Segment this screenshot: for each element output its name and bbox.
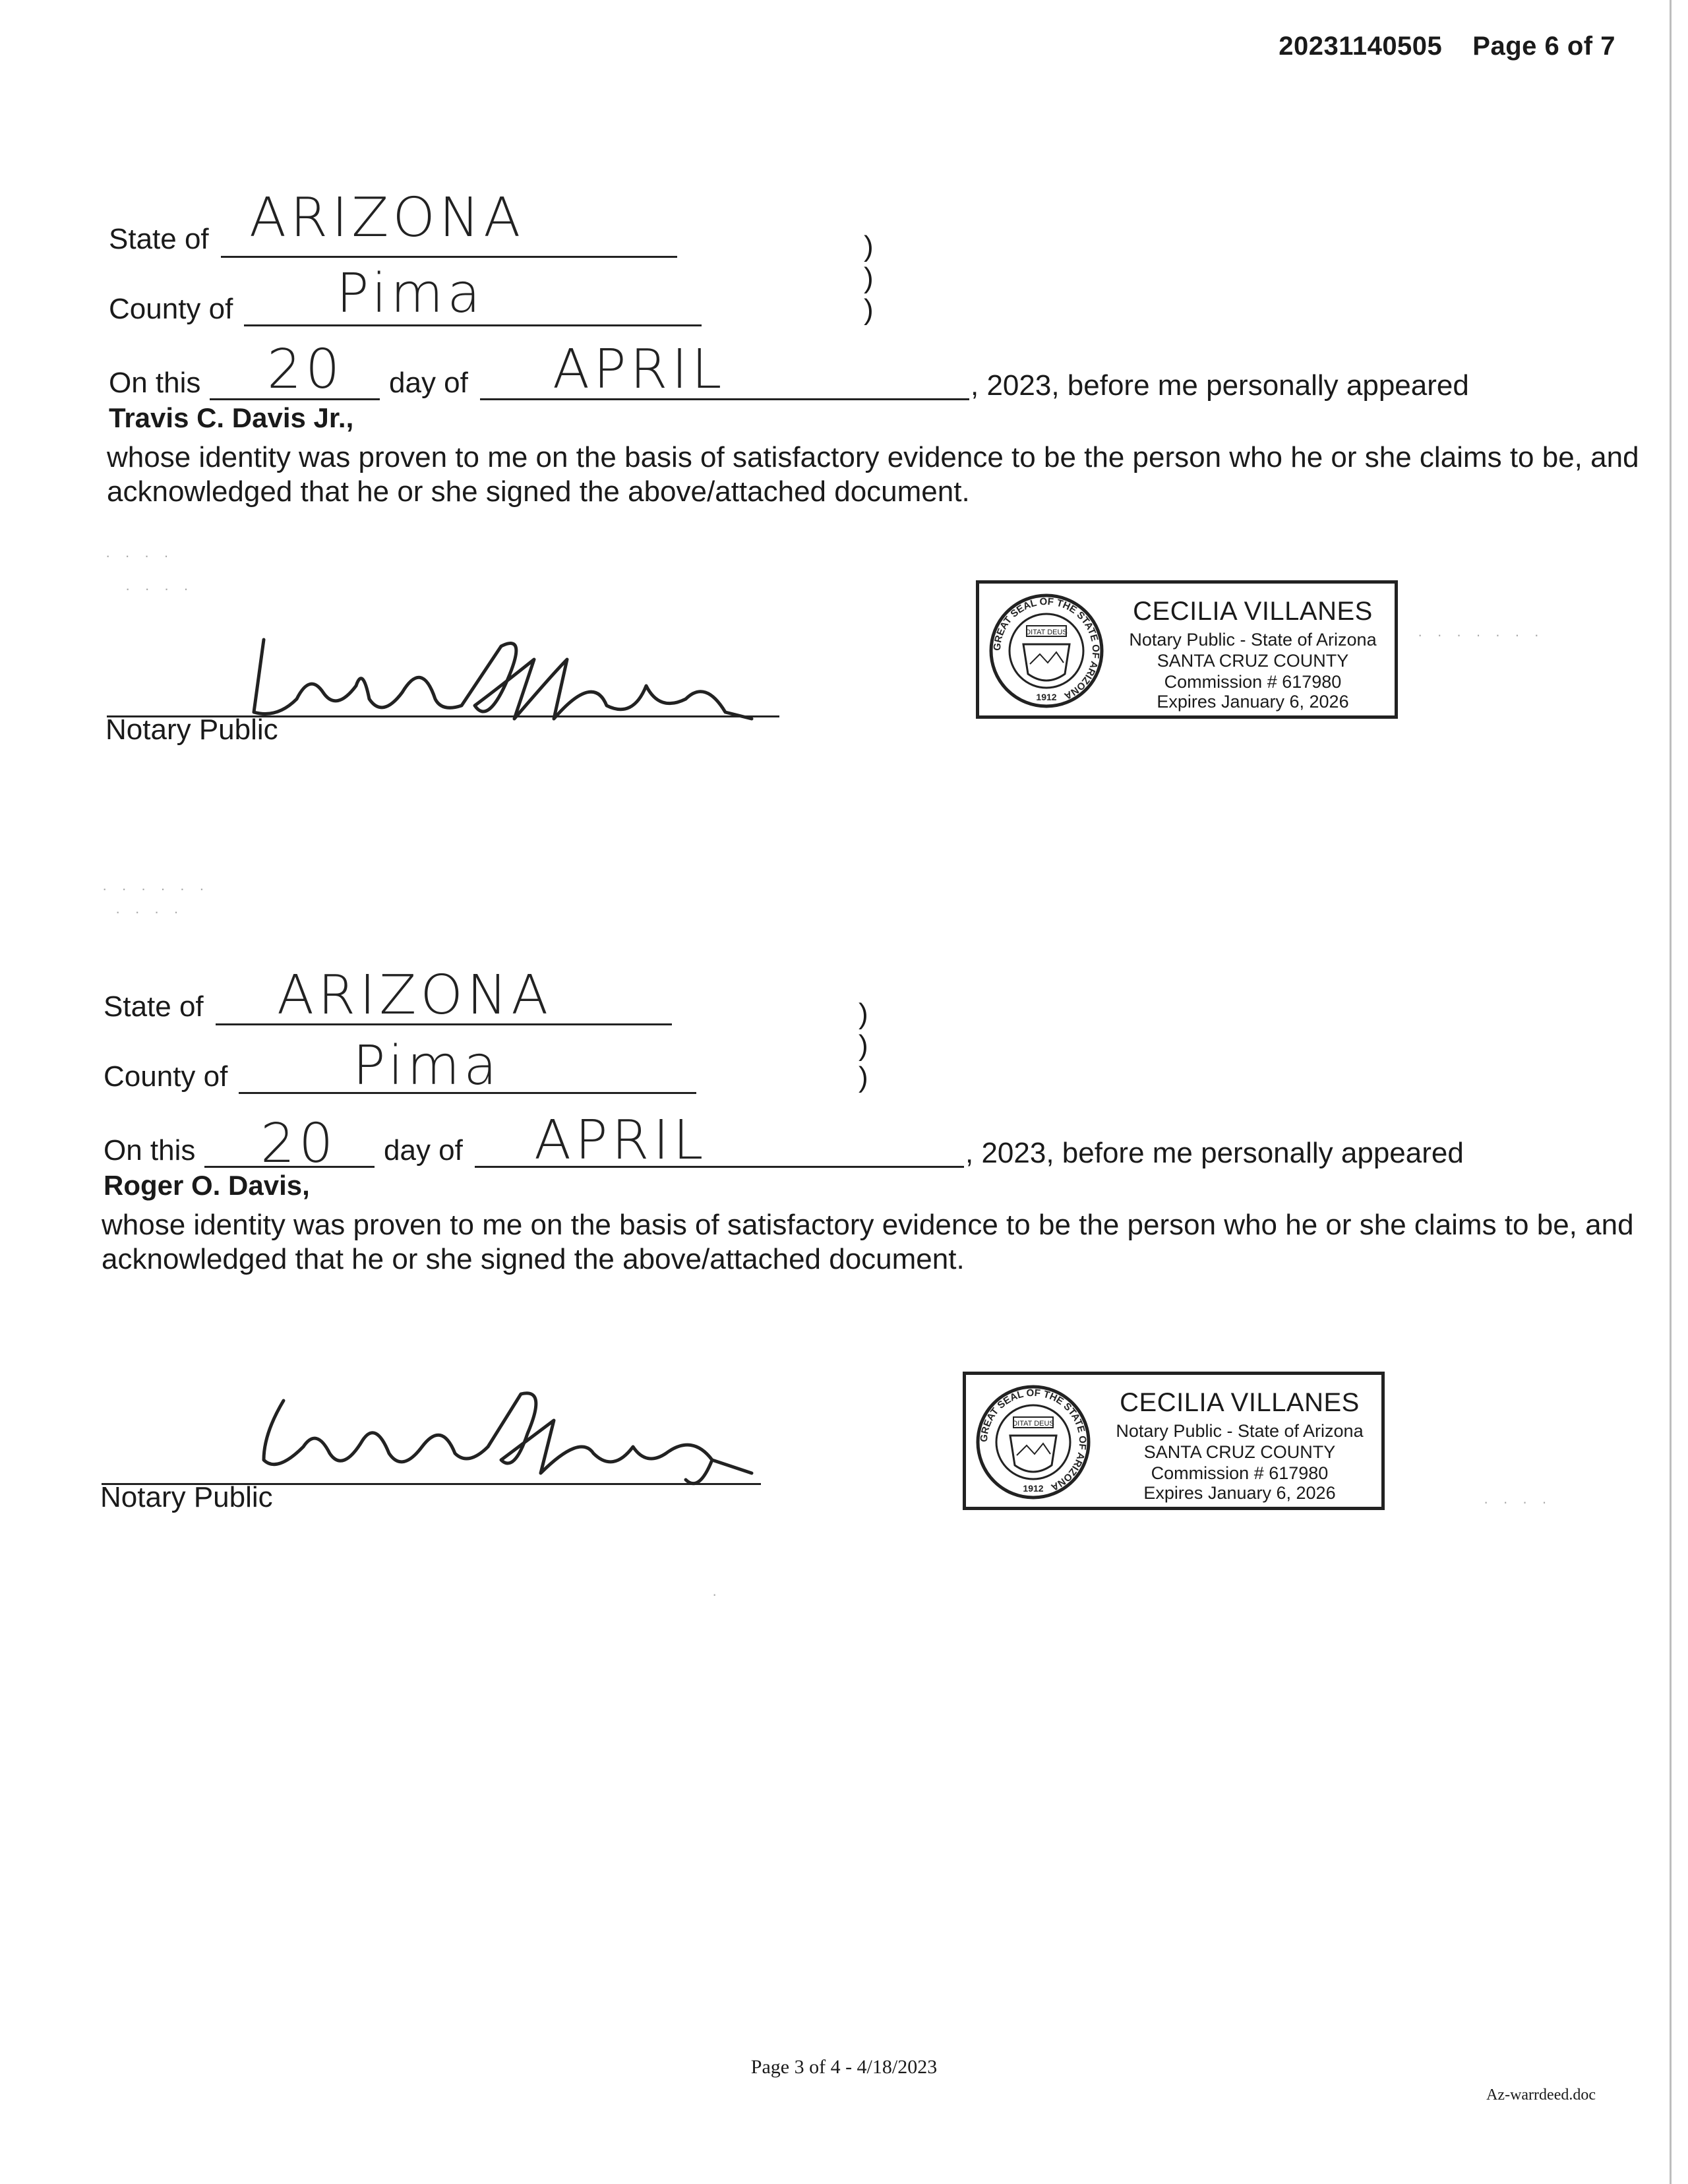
svg-text:GREAT SEAL OF THE STATE OF ARI: GREAT SEAL OF THE STATE OF ARIZONA — [991, 595, 1102, 702]
scan-noise: · — [712, 1586, 723, 1602]
svg-text:GREAT SEAL OF THE STATE OF ARI: GREAT SEAL OF THE STATE OF ARIZONA — [978, 1387, 1089, 1493]
svg-text:1912: 1912 — [1023, 1483, 1044, 1494]
stamp-line-3: Commission # 617980 — [1151, 1463, 1329, 1483]
arizona-seal-icon — [987, 592, 1106, 710]
svg-text:DITAT DEUS: DITAT DEUS — [1025, 628, 1068, 636]
state-handwritten: ARIZONA — [277, 964, 553, 1027]
scan-noise: · · · · — [106, 547, 174, 564]
page-label: Page 6 of 7 — [1472, 32, 1615, 61]
notary-stamp — [976, 580, 1398, 719]
county-handwritten: Pima — [353, 1035, 501, 1097]
scan-noise: · · · · — [125, 580, 194, 597]
day-of-label: day of — [389, 367, 468, 399]
state-handwritten: ARIZONA — [249, 187, 525, 249]
svg-text:1912: 1912 — [1036, 692, 1057, 702]
on-this-label: On this — [104, 1134, 196, 1167]
on-this-label: On this — [109, 367, 201, 399]
year-suffix: , 2023, before me personally appeared — [971, 369, 1469, 402]
state-underline — [221, 256, 677, 258]
stamp-notary-name: CECILIA VILLANES — [1120, 1388, 1360, 1417]
notary-signature-2 — [237, 1374, 778, 1486]
stamp-line-4: Expires January 6, 2026 — [1157, 692, 1349, 712]
notary-public-label: Notary Public — [100, 1481, 273, 1513]
scan-edge-line — [1670, 0, 1672, 2184]
state-label: State of — [109, 223, 209, 255]
day-handwritten: 20 — [267, 338, 344, 401]
scan-noise: · · · · — [115, 903, 184, 920]
day-handwritten: 20 — [260, 1112, 338, 1175]
scan-noise: · · · · · · · — [1418, 626, 1544, 643]
year-suffix: , 2023, before me personally appeared — [965, 1137, 1464, 1169]
stamp-line-1: Notary Public - State of Arizona — [1116, 1421, 1364, 1441]
county-label: County of — [104, 1060, 228, 1093]
bracket-parens: ) ) ) — [859, 998, 868, 1093]
appearing-person: Travis C. Davis Jr., — [109, 402, 354, 433]
scan-noise: · · · · — [1484, 1494, 1552, 1510]
acknowledgment-text: whose identity was proven to me on the basis of satisfactory evidence to be the person who he or she claims to be, and acknowledged that he or she signed the above/attached document. — [107, 441, 1639, 508]
day-of-label: day of — [384, 1134, 463, 1167]
state-label: State of — [104, 990, 204, 1023]
stamp-line-3: Commission # 617980 — [1164, 672, 1342, 692]
scan-noise: · · · · · · — [102, 880, 210, 897]
recording-number: 20231140505 — [1279, 32, 1443, 61]
document-filename: Az-warrdeed.doc — [1486, 2086, 1596, 2104]
stamp-line-4: Expires January 6, 2026 — [1143, 1483, 1336, 1503]
acknowledgment-text: whose identity was proven to me on the basis of satisfactory evidence to be the person who he or she claims to be, and acknowledged that he or she signed the above/attached document. — [102, 1209, 1634, 1275]
notary-public-label: Notary Public — [106, 713, 278, 746]
stamp-line-2: SANTA CRUZ COUNTY — [1143, 1442, 1336, 1462]
recording-header — [1279, 32, 1615, 61]
svg-text:DITAT DEUS: DITAT DEUS — [1012, 1420, 1054, 1428]
notary-stamp — [963, 1372, 1385, 1510]
county-label: County of — [109, 293, 233, 325]
arizona-seal-icon — [974, 1383, 1093, 1502]
appearing-person: Roger O. Davis, — [104, 1170, 310, 1201]
month-handwritten: APRIL — [553, 338, 726, 401]
county-handwritten: Pima — [336, 262, 485, 325]
stamp-line-2: SANTA CRUZ COUNTY — [1157, 651, 1349, 671]
month-handwritten: APRIL — [534, 1109, 708, 1172]
stamp-line-1: Notary Public - State of Arizona — [1129, 630, 1377, 650]
bracket-parens: ) ) ) — [864, 230, 874, 326]
stamp-notary-name: CECILIA VILLANES — [1133, 597, 1373, 626]
page-footer: Page 3 of 4 - 4/18/2023 — [750, 2056, 938, 2078]
